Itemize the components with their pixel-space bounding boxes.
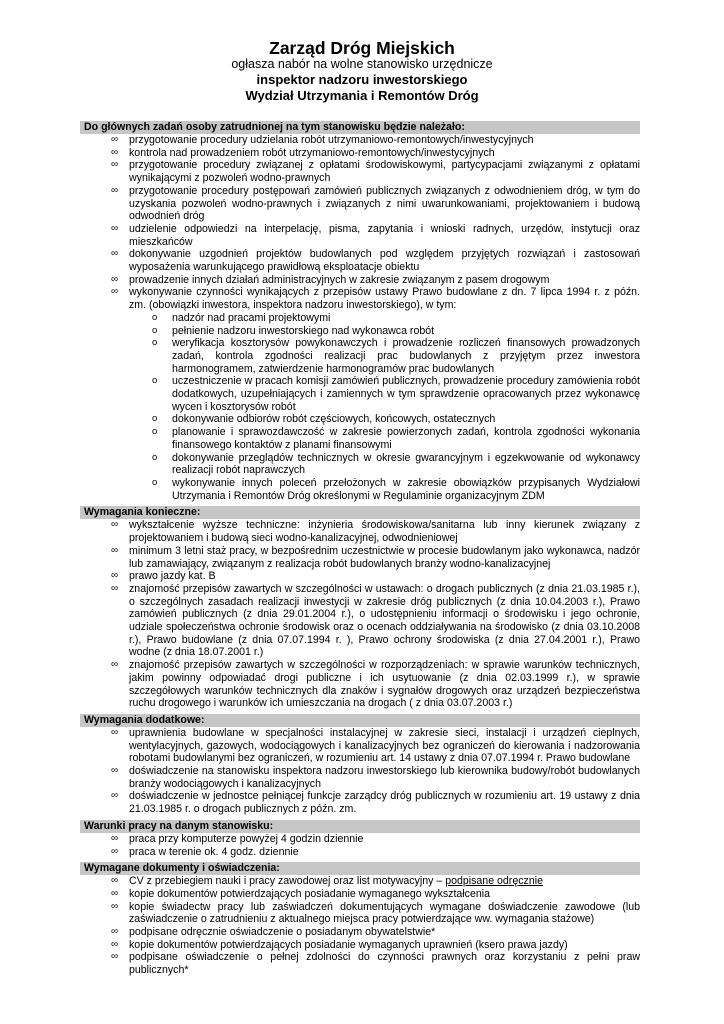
cv-text: CV z przebiegiem nauki i pracy zawodowej oraz list motywacyjny –	[129, 875, 446, 888]
list-item: ∞ przygotowanie procedury związanej z opłatami środowiskowymi, partycypacjami związanymi z opłatami wynikającymi z pozwoleń wodno-prawnych	[80, 159, 640, 184]
list-item: ∞ doświadczenie w jednostce pełniącej funkcje zarządcy dróg publicznych w rozumieniu art. 19 ustawy z dnia 21.03.1985 r. o drogach publicznych z późn. zm.	[80, 790, 640, 815]
list-item: ∞ podpisane oświadczenie o pełnej zdolności do czynności prawnych oraz korzystaniu z pełni praw publicznych*	[80, 951, 640, 976]
sublist-item: o nadzór nad pracami projektowymi	[80, 312, 640, 325]
signed-note: podpisane odręcznie	[445, 875, 543, 888]
section-documents-heading: Wymagane dokumenty i oświadczenia:	[80, 862, 640, 875]
list-item: ∞ wykonywanie czynności wynikających z przepisów ustawy Prawo budowlane z dn. 7 lipca 1994 r. z późn. zm. (obowiązki inwestora, inspektora nadzoru inwestorskiego), w tym:	[80, 286, 640, 311]
sublist-item: o uczestniczenie w pracach komisji zamówień publicznych, prowadzenie procedury zamówienia robót dodatkowych, uzupełniających i zamiennych w tym sprawdzenie opracowanych przez wykonawcę wycen i kosztorysów robót	[80, 375, 640, 413]
list-item	[80, 875, 640, 888]
list-item: ∞ praca w terenie ok. 4 godz. dziennie	[80, 846, 640, 859]
required-list	[80, 519, 640, 710]
conditions-list	[80, 833, 640, 858]
documents-list	[80, 875, 640, 977]
list-item: ∞ kopie dokumentów potwierdzających posiadanie wymaganych uprawnień (ksero prawa jazdy)	[80, 939, 640, 952]
sublist-item: o dokonywanie przeglądów technicznych w okresie gwarancyjnym i egzekwowanie od wykonawcy realizacji robót naprawczych	[80, 452, 640, 477]
list-item: ∞ praca przy komputerze powyżej 4 godzin dziennie	[80, 833, 640, 846]
additional-list	[80, 727, 640, 816]
list-item: ∞ kontrola nad prowadzeniem robót utrzymaniowo-remontowych/inwestycyjnych	[80, 147, 640, 160]
list-item: ∞ podpisane odręcznie oświadczenie o posiadanym obywatelstwie*	[80, 926, 640, 939]
section-conditions-heading: Warunki pracy na danym stanowisku:	[80, 820, 640, 833]
list-item: ∞ znajomość przepisów zawartych w szczególności w rozporządzeniach: w sprawie warunków technicznych, jakim powinny odpowiadać drogi publiczne i ich usytuowanie (z dnia 02.03.1999 r.), w sprawie szczegółowych warunków technicznych dla znaków i sygnałów drogowych oraz urządzeń bezpieczeństwa ruchu drogowego i warunków ich umieszczania na drogach ( z dnia 03.07.2003 r.)	[80, 659, 640, 710]
section-duties-heading: Do głównych zadań osoby zatrudnionej na tym stanowisku będzie należało:	[80, 121, 640, 134]
list-item: ∞ prawo jazdy kat. B	[80, 570, 640, 583]
section-required-heading: Wymagania konieczne:	[80, 506, 640, 519]
sublist-item: o weryfikacja kosztorysów powykonawczych i prowadzenie rozliczeń finansowych prowadzonych zadań, kontrola zgodności realizacji prac budowlanych z przyjętym przez inwestora harmonogramem, zatwierdzenie harmonogramów prac budowlanych	[80, 337, 640, 375]
department-title: Wydział Utrzymania i Remontów Dróg	[245, 88, 479, 103]
sublist-container	[80, 312, 640, 503]
sublist-item: o pełnienie nadzoru inwestorskiego nad wykonawca robót	[80, 325, 640, 338]
announcement-line: ogłasza nabór na wolne stanowisko urzędnicze	[231, 57, 493, 71]
sublist-item: o planowanie i sprawozdawczość w zakresie powierzonych zadań, kontrola zgodności wykonania finansowego kontaktów z planami finansowymi	[80, 426, 640, 451]
list-item: ∞ dokonywanie uzgodnień projektów budowlanych pod względem przyjętych rozwiązań i zastosowań wyposażenia warunkującego prawidłową eksploatacje obiektu	[80, 248, 640, 273]
list-item: ∞ przygotowanie procedury postępowań zamówień publicznych związanych z odwodnieniem dróg, w tym do uzyskania pozwoleń wodno-prawnych i związanych z nimi uwarunkowaniami, projektowaniem i budową odwodnień dróg	[80, 185, 640, 223]
list-item: ∞ wykształcenie wyższe techniczne: inżynieria środowiskowa/sanitarna lub inny kierunek związany z projektowaniem i budową sieci wodno-kanalizacyjnej, odwodnieniowej	[80, 519, 640, 544]
sublist-item: o dokonywanie odbiorów robót częściowych, końcowych, ostatecznych	[80, 413, 640, 426]
position-title: inspektor nadzoru inwestorskiego	[256, 72, 468, 87]
list-item: ∞ udzielenie odpowiedzi na interpelację, pisma, zapytania i wnioski radnych, urzędów, instytucji oraz mieszkańców	[80, 223, 640, 248]
list-item: ∞ kopie świadectw pracy lub zaświadczeń dokumentujących wymagane doświadczenie zawodowe (lub zaświadczenie o zatrudnieniu z aktualnego miejsca pracy potwierdzające ww. wymagania stażowe)	[80, 901, 640, 926]
list-item: ∞ uprawnienia budowlane w specjalności instalacyjnej w zakresie sieci, instalacji i urządzeń cieplnych, wentylacyjnych, gazowych, wodociągowych i kanalizacyjnych bez ograniczeń do kierowania i nadzorowania robotami budowlanymi bez ograniczeń, w rozumieniu art. 14 ustawy z dnia 07.07.1994 r. Prawo budowlane	[80, 727, 640, 765]
page-title: Zarząd Dróg Miejskich	[269, 38, 455, 58]
content	[80, 121, 640, 977]
list-item: ∞ kopie dokumentów potwierdzających posiadanie wymaganego wykształcenia	[80, 888, 640, 901]
list-item: ∞ minimum 3 letni staż pracy, w bezpośrednim uczestnictwie w procesie budowlanym jako wykonawca, nadzór lub zamawiający, związanym z realizacja robót budowlanych branży wodno-kanalizacyjnej	[80, 545, 640, 570]
duties-list	[80, 134, 640, 502]
section-additional-heading: Wymagania dodatkowe:	[80, 714, 640, 727]
duties-sublist	[80, 312, 640, 503]
list-item: ∞ doświadczenie na stanowisku inspektora nadzoru inwestorskiego lub kierownika budowy/robót budowlanych branży wodociągowych i kanalizacyjnych	[80, 765, 640, 790]
list-item: ∞ znajomość przepisów zawartych w szczególności w ustawach: o drogach publicznych (z dnia 21.03.1985 r.), o szczególnych zasadach realizacji inwestycji w zakresie dróg publicznych (z dnia 10.04.2003 r.), Prawo zamówień publicznych (z dnia 29.01.2004 r.), o udostępnieniu informacji o środowisku i jego ochronie, udziale społeczeństwa ochronie środowisk oraz o ocenach oddziaływania na środowisko (z dnia 03.10.2008 r.), Prawo budowlane (z dnia 07.07.1994 r. ), Prawo ochrony środowiska (z dnia 27.04.2001 r.), Prawo wodne (z dnia 18.07.2001 r.)	[80, 583, 640, 659]
list-item: ∞ prowadzenie innych działań administracyjnych w zakresie związanym z pasem drogowym	[80, 274, 640, 287]
list-item: ∞ przygotowanie procedury udzielania robót utrzymaniowo-remontowych/inwestycyjnych	[80, 134, 640, 147]
sublist-item: o wykonywanie innych poleceń przełożonych w zakresie obowiązków przypisanych Wydziałowi Utrzymania i Remontów Dróg określonymi w Regulaminie organizacyjnym ZDM	[80, 477, 640, 502]
